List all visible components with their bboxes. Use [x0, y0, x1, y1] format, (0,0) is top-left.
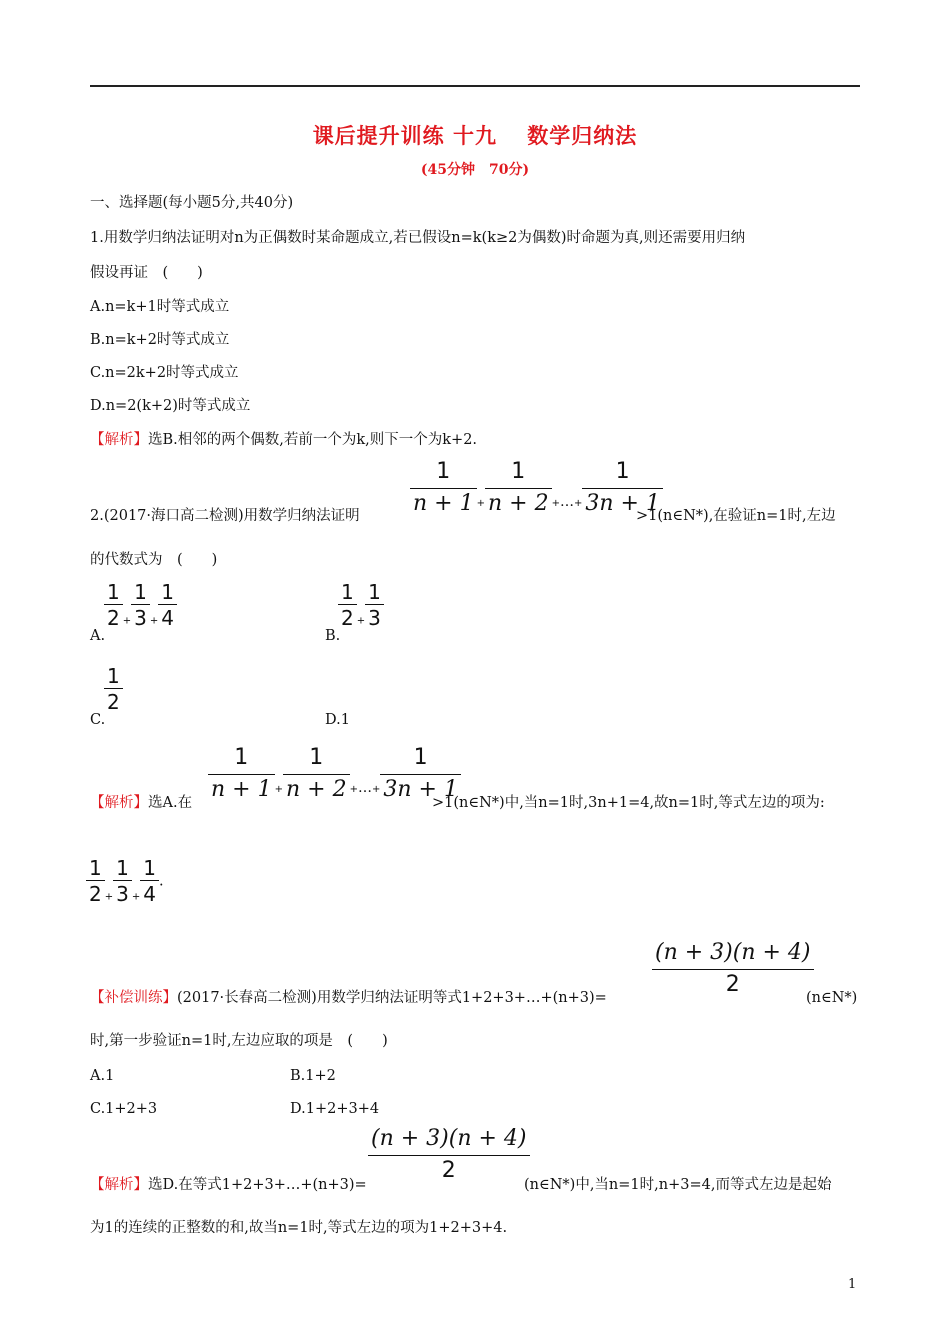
q2-option-d: D.1	[325, 712, 350, 728]
q2-stem-suffix: >1(n∈N*),在验证n=1时,左边	[636, 508, 836, 524]
q2-option-a-formula: $\frac{1}{2}$ $_+$ $\frac{1}{3}$ $_+$ $\frac{1}{4}$	[104, 580, 177, 630]
q2-option-b-label: B.	[325, 628, 341, 644]
fraction: $\frac{1}{n + 1}$	[410, 459, 477, 516]
q2-stem-line2: 的代数式为 ( )	[90, 552, 218, 568]
q2-option-c-label: C.	[90, 712, 106, 728]
q1-option-d: D.n=2(k+2)时等式成立	[90, 398, 251, 414]
q2-option-b-formula: $\frac{1}{2}$ $_+$ $\frac{1}{3}$	[338, 580, 384, 630]
supp-option-d: D.1+2+3+4	[290, 1101, 380, 1117]
q2-analysis-prefix: 【解析】选A.在	[90, 795, 193, 811]
q2-option-c-formula: $\frac{1}{2}$	[104, 664, 123, 714]
analysis-tag: 【解析】	[90, 432, 148, 448]
q1-stem-line2: 假设再证 ( )	[90, 265, 203, 281]
analysis-text: 选B.相邻的两个偶数,若前一个为k,则下一个为k+2.	[148, 432, 478, 448]
q1-option-c: C.n=2k+2时等式成立	[90, 365, 239, 381]
q1-stem-line1: 1.用数学归纳法证明对n为正偶数时某命题成立,若已假设n=k(k≥2为偶数)时命题为真,则还需要用归纳	[90, 230, 746, 246]
supp-tag: 【补偿训练】	[90, 990, 177, 1006]
supp-option-a: A.1	[90, 1068, 115, 1084]
supp-stem-suffix: (n∈N*)	[806, 990, 858, 1006]
q1-option-a: A.n=k+1时等式成立	[90, 299, 230, 315]
q1-option-b: B.n=k+2时等式成立	[90, 332, 230, 348]
supp-analysis-line2: 为1的连续的正整数的和,故当n=1时,等式左边的项为1+2+3+4.	[90, 1220, 508, 1236]
header-rule	[90, 85, 860, 87]
q2-stem-prefix: 2.(2017·海口高二检测)用数学归纳法证明	[90, 508, 360, 524]
supp-option-b: B.1+2	[290, 1068, 336, 1084]
supp-formula: $\frac{(n + 3)(n + 4)}{2}$	[652, 940, 814, 997]
fraction: $\frac{1}{3n + 1}$	[582, 459, 663, 516]
q1-analysis	[90, 430, 477, 450]
q2-stem-formula: $\frac{1}{n + 1}$ $_+$ $\frac{1}{n + 2}$ $_+\dots_+$ $\frac{1}{3n + 1}$	[410, 459, 663, 516]
q2-analysis-suffix: >1(n∈N*)中,当n=1时,3n+1=4,故n=1时,等式左边的项为:	[432, 795, 825, 811]
page-title: 课后提升训练 十九 数学归纳法	[312, 123, 638, 148]
page-subtitle: (45分钟 70分)	[420, 162, 530, 178]
supp-stem-line2: 时,第一步验证n=1时,左边应取的项是 ( )	[90, 1033, 388, 1049]
section-heading: 一、选择题(每小题5分,共40分)	[90, 195, 294, 211]
supp-analysis-suffix: (n∈N*)中,当n=1时,n+3=4,而等式左边是起始	[524, 1177, 832, 1193]
q2-analysis-answer-formula: $\frac{1}{2}$ $_+$ $\frac{1}{3}$ $_+$ $\frac{1}{4}$ .	[86, 856, 164, 906]
q2-option-a-label: A.	[90, 628, 106, 644]
analysis-tag: 【解析】	[90, 1177, 148, 1193]
supp-stem-prefix: 【补偿训练】(2017·长春高二检测)用数学归纳法证明等式1+2+3+…+(n+3)=	[90, 990, 607, 1006]
fraction: $\frac{1}{n + 2}$	[485, 459, 552, 516]
supp-analysis-prefix: 【解析】选D.在等式1+2+3+…+(n+3)=	[90, 1177, 367, 1193]
supp-option-c: C.1+2+3	[90, 1101, 158, 1117]
analysis-tag: 【解析】	[90, 795, 148, 811]
supp-analysis-formula: $\frac{(n + 3)(n + 4)}{2}$	[368, 1126, 530, 1183]
page-number: 1	[848, 1277, 857, 1292]
q2-analysis-formula: $\frac{1}{n + 1}$ $_+$ $\frac{1}{n + 2}$ $_+\dots_+$ $\frac{1}{3n + 1}$	[208, 745, 461, 802]
